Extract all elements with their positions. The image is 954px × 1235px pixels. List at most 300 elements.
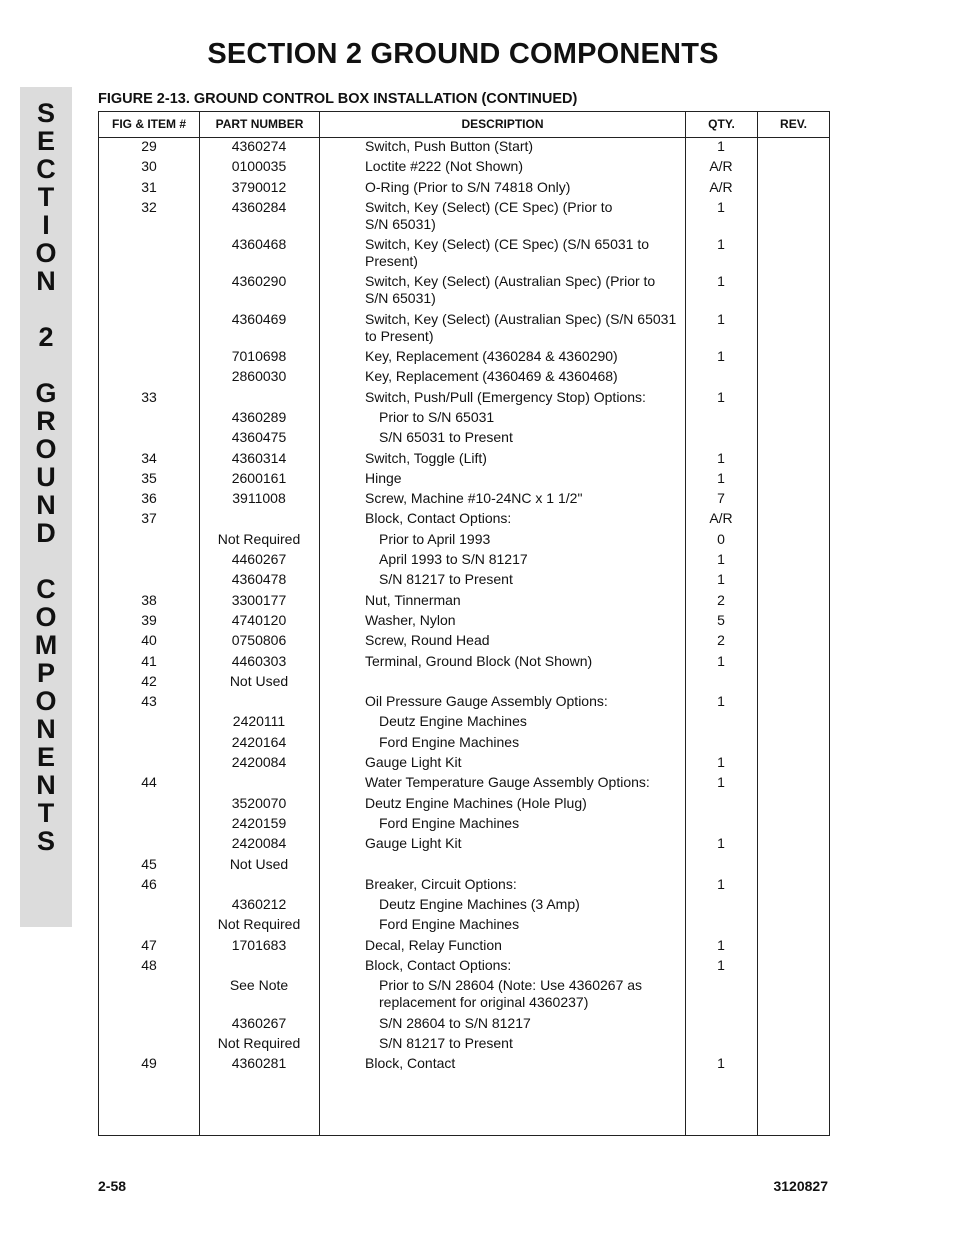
cell-qty: 7 — [717, 490, 725, 507]
document-number: 3120827 — [773, 1178, 828, 1194]
cell-rev — [757, 693, 829, 713]
cell-rev — [757, 429, 829, 449]
cell-part-number: 4360281 — [231, 1055, 287, 1072]
table-row — [99, 236, 829, 273]
cell-part-number: 2420111 — [232, 713, 286, 730]
cell-description — [319, 368, 685, 388]
cell-part-number: 4360212 — [231, 896, 287, 913]
description-line: Switch, Key (Select) (CE Spec) (Prior to — [365, 198, 613, 215]
cell-item: 36 — [141, 490, 157, 507]
cell-qty — [685, 916, 757, 936]
description-line: Hinge — [365, 469, 402, 486]
cell-item: 41 — [141, 652, 157, 669]
table-row — [99, 957, 829, 977]
table-row — [99, 470, 829, 490]
cell-description — [319, 713, 685, 733]
table-row — [99, 551, 829, 571]
side-tab-letter: U — [36, 462, 56, 492]
cell-part-number: 2420159 — [231, 814, 287, 831]
cell-part-number: 2420084 — [231, 754, 287, 771]
cell-description — [319, 273, 685, 310]
cell-qty: 1 — [717, 774, 725, 791]
cell-rev — [757, 774, 829, 794]
cell-description — [319, 612, 685, 632]
table-row — [99, 368, 829, 388]
description-line: Prior to April 1993 — [379, 530, 491, 547]
description-line: Present) — [365, 253, 418, 270]
cell-qty: 5 — [717, 611, 725, 628]
table-row — [99, 592, 829, 612]
cell-description — [319, 876, 685, 896]
cell-description — [319, 571, 685, 591]
cell-qty: 1 — [717, 956, 725, 973]
cell-rev — [757, 348, 829, 368]
description-line: Screw, Machine #10-24NC x 1 1/2" — [365, 490, 583, 507]
cell-item — [99, 835, 199, 855]
header-qty: QTY. — [708, 117, 735, 131]
cell-item: 47 — [141, 936, 157, 953]
cell-rev — [757, 673, 829, 693]
cell-description — [319, 734, 685, 754]
description-line: Oil Pressure Gauge Assembly Options: — [365, 693, 608, 710]
description-line: Ford Engine Machines — [379, 733, 520, 750]
cell-part-number: 4360274 — [231, 138, 287, 154]
cell-rev — [757, 531, 829, 551]
description-line: Switch, Toggle (Lift) — [365, 449, 487, 466]
page-title: SECTION 2 GROUND COMPONENTS — [207, 38, 719, 70]
description-line: Key, Replacement (4360284 & 4360290) — [365, 348, 618, 365]
cell-item: 42 — [141, 672, 157, 689]
cell-qty — [685, 795, 757, 815]
cell-description — [319, 856, 685, 876]
cell-description — [319, 673, 685, 693]
header-part-number: PART NUMBER — [215, 117, 304, 131]
cell-item: 48 — [141, 956, 157, 973]
cell-rev — [757, 592, 829, 612]
cell-rev — [757, 815, 829, 835]
cell-item — [99, 896, 199, 916]
cell-part-number: Not Used — [229, 855, 289, 872]
table-row — [99, 348, 829, 368]
cell-part-number: 2420164 — [231, 733, 287, 750]
cell-description — [319, 311, 685, 348]
cell-description — [319, 138, 685, 158]
description-line: Key, Replacement (4360469 & 4360468) — [365, 368, 618, 385]
cell-qty: 1 — [717, 236, 725, 253]
cell-part-number — [199, 693, 319, 713]
cell-item: 31 — [141, 178, 157, 195]
description-line: Switch, Key (Select) (CE Spec) (S/N 65031 to — [365, 236, 649, 253]
table-row — [99, 835, 829, 855]
cell-part-number: 4360267 — [231, 1014, 287, 1031]
cell-qty: 2 — [717, 591, 725, 608]
cell-rev — [757, 937, 829, 957]
cell-part-number: 4360468 — [231, 236, 287, 253]
cell-rev — [757, 856, 829, 876]
side-tab-letter: O — [35, 238, 57, 268]
side-tab-letter: E — [36, 126, 55, 156]
cell-item — [99, 1015, 199, 1035]
side-tab-letter: O — [35, 686, 57, 716]
cell-part-number: Not Used — [229, 672, 289, 689]
cell-part-number: 3520070 — [231, 794, 287, 811]
side-tab-letter: N — [36, 770, 56, 800]
cell-description — [319, 815, 685, 835]
table-row — [99, 896, 829, 916]
side-tab-letter: C — [36, 154, 56, 184]
cell-qty: 1 — [717, 551, 725, 568]
cell-qty: 1 — [717, 1055, 725, 1072]
cell-item: 45 — [141, 855, 157, 872]
table-row — [99, 409, 829, 429]
side-tab-letter: G — [35, 378, 57, 408]
cell-part-number: 4360290 — [231, 273, 287, 290]
cell-qty — [685, 896, 757, 916]
side-tab-letter: N — [36, 490, 56, 520]
cell-qty: 1 — [717, 348, 725, 365]
table-row — [99, 673, 829, 693]
cell-item: 49 — [141, 1055, 157, 1072]
cell-description — [319, 179, 685, 199]
cell-part-number: 3911008 — [232, 490, 286, 507]
cell-rev — [757, 368, 829, 388]
cell-description — [319, 957, 685, 977]
cell-item — [99, 531, 199, 551]
table-row — [99, 713, 829, 733]
description-line: O-Ring (Prior to S/N 74818 Only) — [365, 178, 571, 195]
cell-qty: 1 — [717, 693, 725, 710]
cell-qty — [685, 734, 757, 754]
cell-rev — [757, 450, 829, 470]
table-row — [99, 138, 829, 158]
cell-qty — [685, 856, 757, 876]
description-line — [365, 856, 679, 873]
cell-description — [319, 1035, 685, 1055]
cell-part-number — [199, 774, 319, 794]
side-tab-letter: O — [35, 602, 57, 632]
side-tab-letter: R — [36, 406, 56, 436]
cell-rev — [757, 1035, 829, 1055]
cell-rev — [757, 876, 829, 896]
table-row — [99, 876, 829, 896]
cell-rev — [757, 236, 829, 273]
cell-qty: 1 — [717, 138, 725, 154]
side-tab-letter: S — [36, 98, 55, 128]
cell-qty — [685, 409, 757, 429]
description-line: Decal, Relay Function — [365, 936, 502, 953]
description-line: S/N 65031) — [365, 290, 436, 307]
cell-description — [319, 470, 685, 490]
cell-rev — [757, 199, 829, 236]
cell-rev — [757, 1055, 829, 1075]
description-line: Block, Contact Options: — [365, 956, 512, 973]
cell-description — [319, 510, 685, 530]
cell-description — [319, 450, 685, 470]
cell-description — [319, 632, 685, 652]
description-line: S/N 28604 to S/N 81217 — [379, 1014, 531, 1031]
cell-description — [319, 795, 685, 815]
cell-part-number: Not Required — [217, 916, 301, 933]
table-row — [99, 754, 829, 774]
cell-qty — [685, 673, 757, 693]
table-row — [99, 977, 829, 1014]
cell-description — [319, 835, 685, 855]
cell-item: 40 — [141, 632, 157, 649]
cell-description — [319, 199, 685, 236]
side-tab-letter: N — [36, 714, 56, 744]
cell-rev — [757, 138, 829, 158]
side-tab-letter: I — [42, 210, 50, 240]
description-line: Block, Contact Options: — [365, 510, 512, 527]
cell-item — [99, 1035, 199, 1055]
cell-description — [319, 158, 685, 178]
side-tab-letter: O — [35, 434, 57, 464]
cell-rev — [757, 612, 829, 632]
side-tab-letter: P — [36, 658, 55, 688]
cell-item — [99, 368, 199, 388]
cell-item — [99, 551, 199, 571]
description-line: Prior to S/N 65031 — [379, 408, 495, 425]
cell-rev — [757, 795, 829, 815]
cell-qty: 1 — [717, 652, 725, 669]
description-line: S/N 81217 to Present — [379, 571, 513, 588]
cell-description — [319, 409, 685, 429]
cell-description — [319, 551, 685, 571]
cell-qty: 1 — [717, 388, 725, 405]
cell-item — [99, 754, 199, 774]
table-row — [99, 774, 829, 794]
cell-rev — [757, 713, 829, 733]
cell-qty — [685, 429, 757, 449]
description-line: Ford Engine Machines — [379, 916, 520, 933]
table-row — [99, 1035, 829, 1055]
cell-part-number: 3790012 — [231, 178, 287, 195]
table-row — [99, 937, 829, 957]
cell-item: 43 — [141, 693, 157, 710]
cell-part-number: 4740120 — [231, 611, 287, 628]
description-line: Switch, Key (Select) (Australian Spec) (Prior to — [365, 273, 656, 290]
cell-part-number: 0750806 — [231, 632, 287, 649]
cell-part-number: 4360478 — [231, 571, 287, 588]
cell-part-number: 2420084 — [231, 835, 287, 852]
cell-rev — [757, 409, 829, 429]
table-row — [99, 795, 829, 815]
cell-item: 33 — [141, 388, 157, 405]
cell-description — [319, 531, 685, 551]
cell-item — [99, 734, 199, 754]
cell-part-number: 1701683 — [231, 936, 287, 953]
cell-part-number: 4360469 — [231, 310, 287, 327]
cell-description — [319, 774, 685, 794]
description-line: Prior to S/N 28604 (Note: Use 4360267 as — [379, 977, 643, 994]
cell-part-number: 2860030 — [231, 368, 287, 385]
cell-description — [319, 896, 685, 916]
cell-item: 29 — [141, 138, 157, 154]
cell-item — [99, 795, 199, 815]
table-row — [99, 916, 829, 936]
cell-part-number: 4360314 — [231, 449, 287, 466]
cell-rev — [757, 632, 829, 652]
cell-item — [99, 977, 199, 1014]
cell-description — [319, 1055, 685, 1075]
cell-part-number — [199, 389, 319, 409]
cell-rev — [757, 470, 829, 490]
table-row — [99, 389, 829, 409]
cell-rev — [757, 158, 829, 178]
cell-rev — [757, 754, 829, 774]
description-line: to Present) — [365, 327, 434, 344]
section-side-tab — [20, 87, 72, 927]
cell-rev — [757, 389, 829, 409]
cell-description — [319, 977, 685, 1014]
cell-part-number — [199, 957, 319, 977]
side-tab-letter: S — [36, 826, 55, 856]
cell-part-number — [199, 510, 319, 530]
cell-item: 35 — [141, 469, 157, 486]
cell-item — [99, 713, 199, 733]
table-row — [99, 1015, 829, 1035]
table-row — [99, 273, 829, 310]
cell-item — [99, 348, 199, 368]
description-line: Gauge Light Kit — [365, 754, 462, 771]
cell-part-number: 2600161 — [231, 469, 287, 486]
cell-rev — [757, 835, 829, 855]
cell-item — [99, 311, 199, 348]
cell-item: 38 — [141, 591, 157, 608]
cell-qty — [685, 977, 757, 1014]
cell-part-number: 7010698 — [231, 348, 287, 365]
cell-qty: 1 — [717, 469, 725, 486]
description-line: Washer, Nylon — [365, 611, 456, 628]
cell-qty — [685, 368, 757, 388]
description-line: Water Temperature Gauge Assembly Options: — [365, 774, 650, 791]
cell-qty: 1 — [717, 754, 725, 771]
cell-rev — [757, 179, 829, 199]
cell-part-number: 4360289 — [231, 408, 287, 425]
cell-qty: A/R — [709, 158, 733, 175]
side-tab-letter: C — [36, 574, 56, 604]
cell-qty: 1 — [717, 273, 725, 290]
description-line: Switch, Push Button (Start) — [365, 138, 534, 154]
cell-item — [99, 916, 199, 936]
figure-title: FIGURE 2-13. GROUND CONTROL BOX INSTALLATION (CONTINUED) — [98, 91, 578, 107]
cell-description — [319, 1015, 685, 1035]
cell-part-number: See Note — [229, 977, 289, 994]
table-row — [99, 856, 829, 876]
description-line: April 1993 to S/N 81217 — [379, 551, 528, 568]
cell-item: 34 — [141, 449, 157, 466]
cell-part-number — [199, 876, 319, 896]
cell-description — [319, 916, 685, 936]
cell-item — [99, 409, 199, 429]
description-line: S/N 65031) — [365, 215, 436, 232]
cell-item — [99, 429, 199, 449]
cell-item: 30 — [141, 158, 157, 175]
cell-qty: A/R — [709, 510, 733, 527]
cell-rev — [757, 510, 829, 530]
table-row — [99, 429, 829, 449]
cell-description — [319, 429, 685, 449]
cell-rev — [757, 1015, 829, 1035]
cell-description — [319, 754, 685, 774]
description-line: Terminal, Ground Block (Not Shown) — [365, 652, 593, 669]
cell-description — [319, 490, 685, 510]
cell-item: 44 — [141, 774, 157, 791]
cell-description — [319, 389, 685, 409]
description-line: S/N 81217 to Present — [379, 1034, 513, 1051]
cell-rev — [757, 311, 829, 348]
cell-item: 37 — [141, 510, 157, 527]
description-line: Screw, Round Head — [365, 632, 490, 649]
description-line: Deutz Engine Machines (Hole Plug) — [365, 794, 587, 811]
cell-qty: A/R — [709, 178, 733, 195]
cell-qty: 1 — [717, 875, 725, 892]
cell-item: 32 — [141, 198, 157, 215]
cell-qty: 1 — [717, 835, 725, 852]
cell-qty: 1 — [717, 449, 725, 466]
header-rev: REV. — [780, 117, 807, 131]
cell-rev — [757, 571, 829, 591]
table-row — [99, 510, 829, 530]
cell-part-number: 4460303 — [231, 652, 287, 669]
side-tab-letter: D — [36, 518, 56, 548]
table-row — [99, 734, 829, 754]
cell-part-number: Not Required — [217, 1034, 301, 1051]
cell-description — [319, 693, 685, 713]
table-row — [99, 632, 829, 652]
side-tab-letter: 2 — [38, 322, 54, 352]
cell-part-number: 4460267 — [231, 551, 287, 568]
table-row — [99, 815, 829, 835]
table-row — [99, 199, 829, 236]
table-row — [99, 571, 829, 591]
cell-description — [319, 236, 685, 273]
table-row — [99, 531, 829, 551]
header-description: DESCRIPTION — [461, 117, 544, 131]
cell-item — [99, 236, 199, 273]
description-line: Ford Engine Machines — [379, 814, 520, 831]
description-line: Switch, Push/Pull (Emergency Stop) Options: — [365, 388, 646, 405]
table-row — [99, 179, 829, 199]
cell-item — [99, 815, 199, 835]
cell-qty — [685, 1015, 757, 1035]
cell-qty — [685, 1035, 757, 1055]
side-tab-letter: N — [36, 266, 56, 296]
cell-part-number: 4360475 — [231, 429, 287, 446]
side-tab-letter: T — [37, 182, 55, 212]
header-item: FIG & ITEM # — [111, 117, 186, 131]
side-tab-letters — [20, 99, 72, 855]
table-row — [99, 158, 829, 178]
description-line: Loctite #222 (Not Shown) — [365, 158, 523, 175]
cell-part-number: Not Required — [217, 530, 301, 547]
table-row — [99, 653, 829, 673]
cell-rev — [757, 896, 829, 916]
table-rows — [99, 138, 829, 1075]
description-line: S/N 65031 to Present — [379, 429, 513, 446]
page-number: 2-58 — [98, 1178, 127, 1194]
description-line: Deutz Engine Machines (3 Amp) — [379, 896, 580, 913]
cell-description — [319, 937, 685, 957]
cell-rev — [757, 653, 829, 673]
side-tab-letter: M — [34, 630, 58, 660]
table-row — [99, 450, 829, 470]
side-tab-letter: E — [36, 742, 55, 772]
cell-rev — [757, 916, 829, 936]
cell-item — [99, 571, 199, 591]
description-line — [365, 673, 679, 690]
description-line: Gauge Light Kit — [365, 835, 462, 852]
